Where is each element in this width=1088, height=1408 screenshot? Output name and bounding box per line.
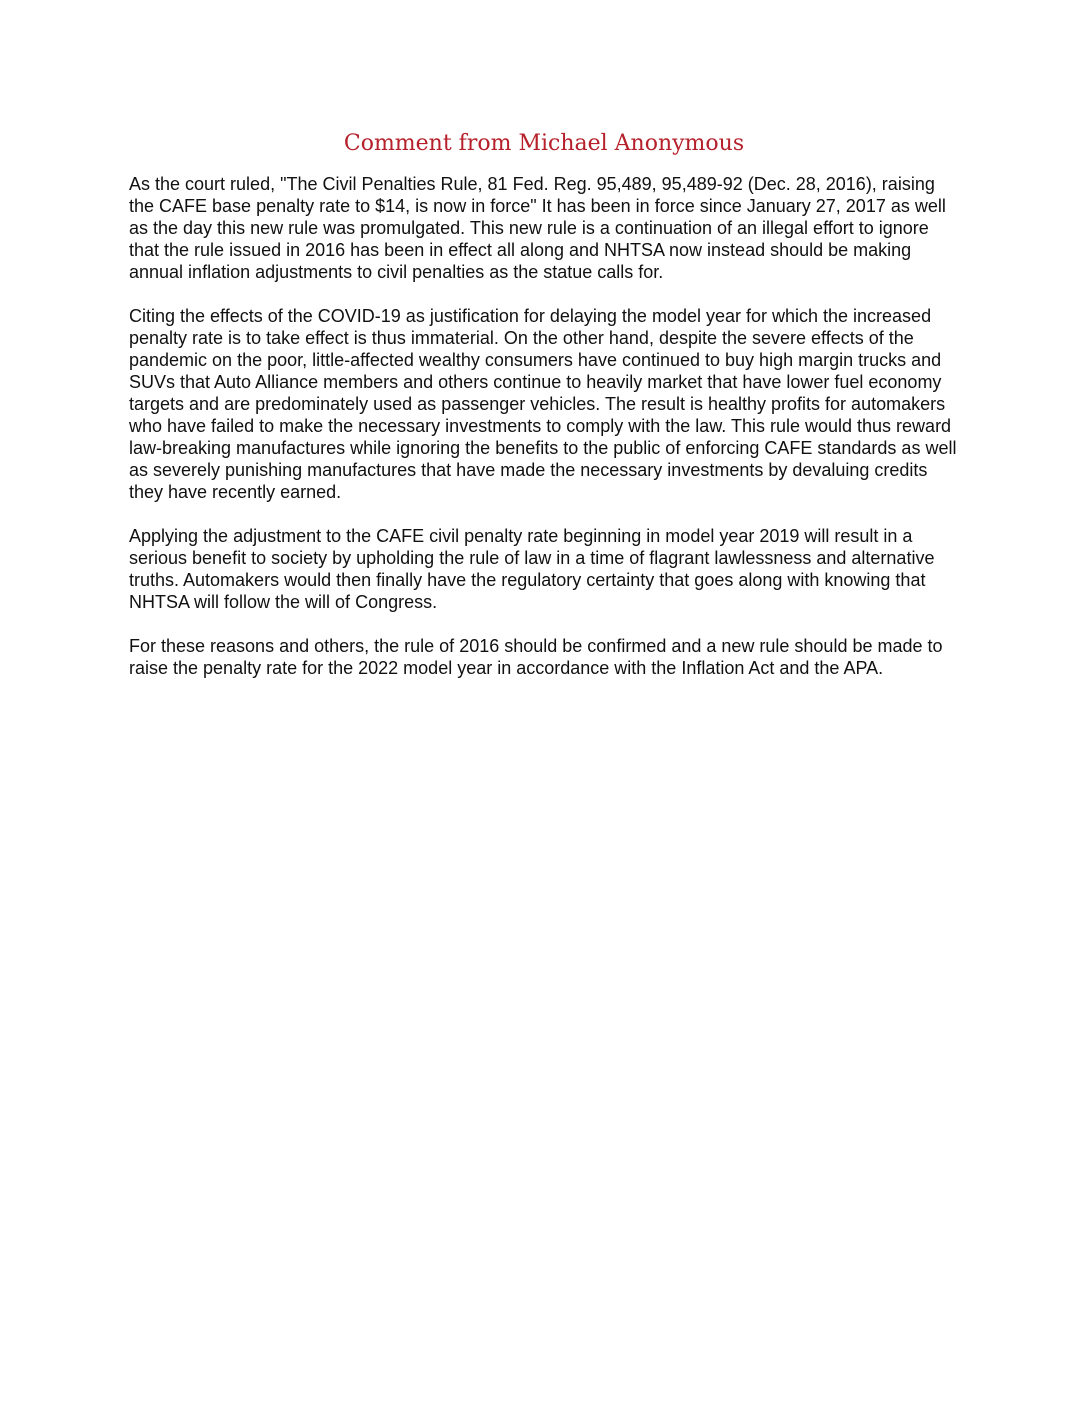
comment-title: Comment from Michael Anonymous [343,131,745,156]
comment-body [129,173,959,701]
comment-paragraph-4: For these reasons and others, the rule of 2016 should be confirmed and a new rule should be made to raise the penalty rate for the 2022 model year in accordance with the Inflation Act and the APA. [129,636,943,678]
comment-paragraph-3: Applying the adjustment to the CAFE civil penalty rate beginning in model year 2019 will result in a serious benefit to society by upholding the rule of law in a time of flagrant lawlessness and alternative truths. Automakers would then finally have the regulatory certainty that goes along with knowing that NHTSA will follow the will of Congress. [129,526,935,612]
comment-paragraph-1: As the court ruled, "The Civil Penalties Rule, 81 Fed. Reg. 95,489, 95,489-92 (Dec. 28, 2016), raising the CAFE base penalty rate to $14, is now in force" It has been in force since January 27, 2017 as well as the day this new rule was promulgated. This new rule is a continuation of an illegal effort to ignore that the rule issued in 2016 has been in effect all along and NHTSA now instead should be making annual inflation adjustments to civil penalties as the statue calls for. [129,174,946,282]
comment-paragraph-2: Citing the effects of the COVID-19 as justification for delaying the model year for which the increased penalty rate is to take effect is thus immaterial. On the other hand, despite the severe effects of the pandemic on the poor, little-affected wealthy consumers have continued to buy high margin trucks and SUVs that Auto Alliance members and others continue to heavily market that have lower fuel economy targets and are predominately used as passenger vehicles. The result is healthy profits for automakers who have failed to make the necessary investments to comply with the law. This rule would thus reward law-breaking manufactures while ignoring the benefits to the public of enforcing CAFE standards as well as severely punishing manufactures that have made the necessary investments by devaluing credits they have recently earned. [129,306,957,502]
